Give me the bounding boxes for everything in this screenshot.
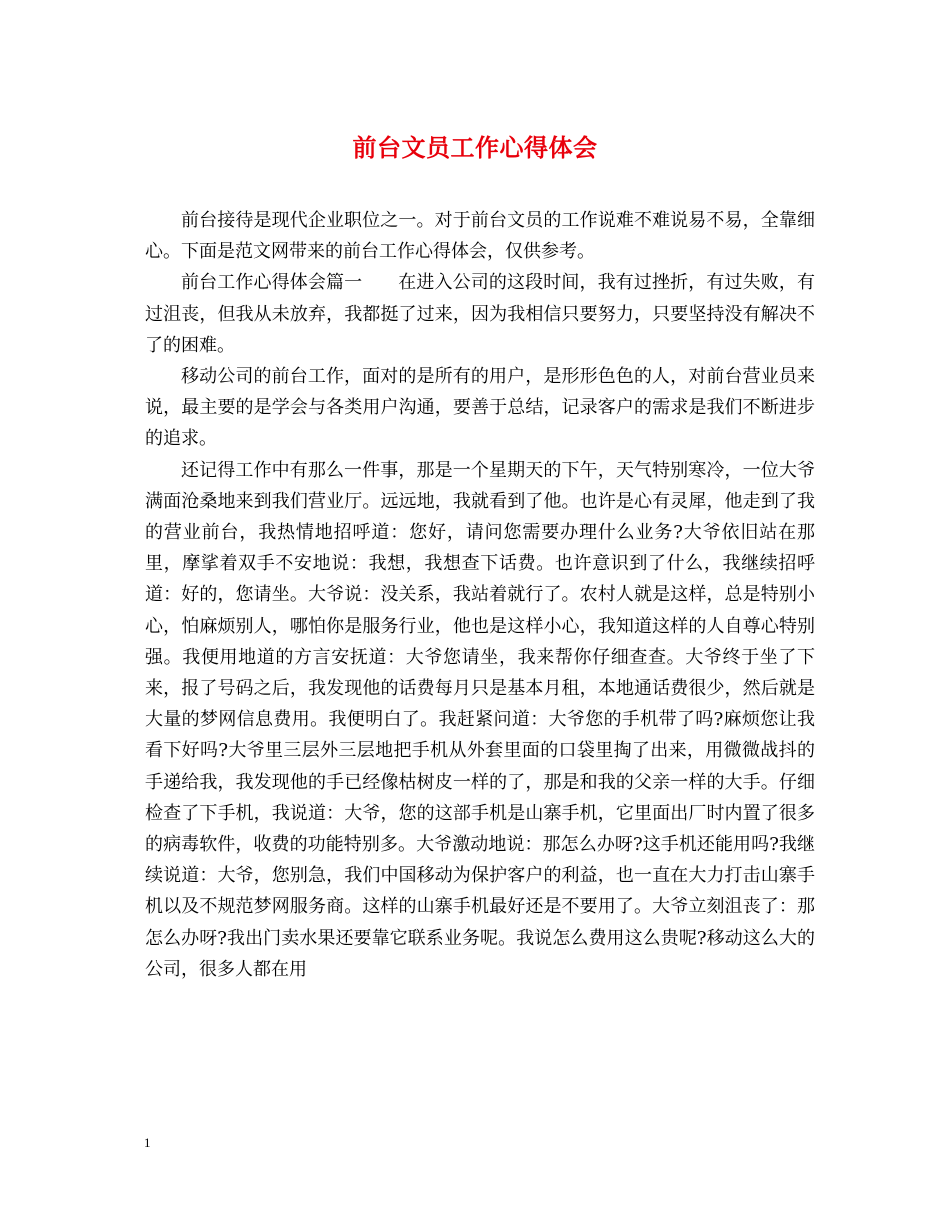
paragraph-section-one bbox=[145, 267, 815, 361]
paragraph-front-desk-work: 移动公司的前台工作，面对的是所有的用户，是形形色色的人，对前台营业员来说，最主要的是学会与各类用户沟通，要善于总结，记录客户的需求是我们不断进步的追求。 bbox=[145, 366, 815, 450]
page-number: 1 bbox=[144, 1135, 151, 1150]
paragraph-intro: 前台接待是现代企业职位之一。对于前台文员的工作说难不难说易不易，全靠细心。下面是范文网带来的前台工作心得体会，仅供参考。 bbox=[145, 210, 815, 263]
section-label: 前台工作心得体会篇一 bbox=[181, 272, 363, 294]
document-title: 前台文员工作心得体会 bbox=[352, 133, 598, 162]
paragraph-story: 还记得工作中有那么一件事，那是一个星期天的下午，天气特别寒冷，一位大爷满面沧桑地来到我们营业厅。远远地，我就看到了他。也许是心有灵犀，他走到了我的营业前台，我热情地招呼道：您好，请问您需要办理什么业务?大爷依旧站在那里，摩挲着双手不安地说：我想，我想查下话费。也许意识到了什么，我继续招呼道：好的，您请坐。大爷说：没关系，我站着就行了。农村人就是这样，总是特别小心，怕麻烦别人，哪怕你是服务行业，他也是这样小心，我知道这样的人自尊心特别强。我便用地道的方言安抚道：大爷您请坐，我来帮你仔细查查。大爷终于坐了下来，报了号码之后，我发现他的话费每月只是基本月租，本地通话费很少，然后就是大量的梦网信息费用。我便明白了。我赶紧问道：大爷您的手机带了吗?麻烦您让我看下好吗?大爷里三层外三层地把手机从外套里面的口袋里掏了出来，用微微战抖的手递给我，我发现他的手已经像枯树皮一样的了，那是和我的父亲一样的大手。仔细检查了下手机，我说道：大爷，您的这部手机是山寨手机，它里面出厂时内置了很多的病毒软件，收费的功能特别多。大爷激动地说：那怎么办呀?这手机还能用吗?我继续说道：大爷，您别急，我们中国移动为保护客户的利益，也一直在大力打击山寨手机以及不规范梦网服务商。这样的山寨手机最好还是不要用了。大爷立刻沮丧了：那怎么办呀?我出门卖水果还要靠它联系业务呢。我说怎么费用这么贵呢?移动这么大的公司，很多人都在用 bbox=[145, 459, 815, 980]
paragraph-section-one-text: 在进入公司的这段时间，我有过挫折，有过失败，有过沮丧，但我从未放弃，我都挺了过来，因为我相信只要努力，只要坚持没有解决不了的困难。 bbox=[145, 272, 815, 356]
document-body bbox=[145, 205, 815, 985]
